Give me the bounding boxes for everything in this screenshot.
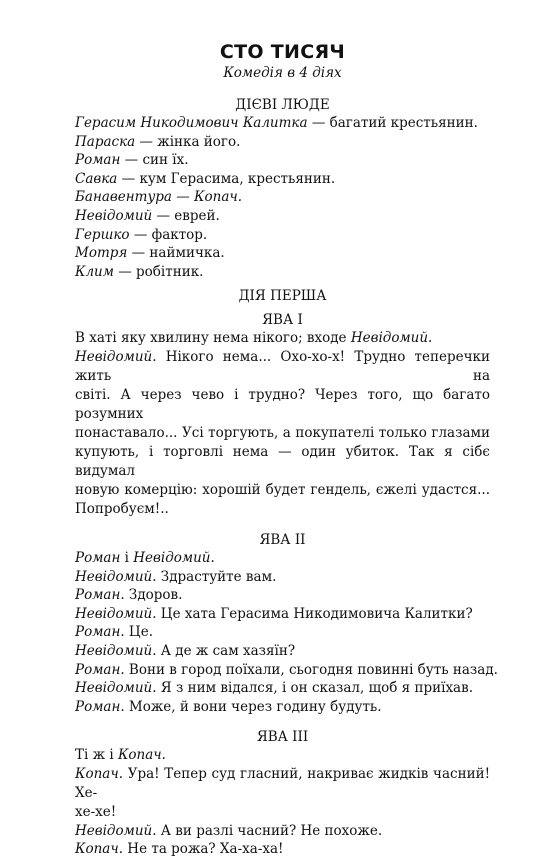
scene2-direction (75, 549, 490, 568)
direction-text: Ті ж і (75, 747, 118, 764)
cast-desc: — кум Герасима, крестьянин. (117, 170, 336, 187)
dialogue-text: А де ж сам хазяїн? (156, 642, 296, 659)
cast-desc: — еврей. (152, 207, 220, 224)
dialogue-line (75, 568, 490, 587)
speech-line: купують, і торговлі нема — один убиток. Так я сібє видумал (75, 443, 490, 479)
scene3-direction (75, 746, 490, 765)
speech-line: Копач. Ура! Тепер суд гласний, накриває жидків часний! Хе- (75, 765, 490, 801)
speaker-name: Копач. (75, 765, 124, 782)
speech-line: Попробуєм!.. (75, 500, 169, 517)
dialogue-line (75, 679, 490, 698)
direction-text: В хаті яку хвилину нема нікого; входе (75, 330, 351, 347)
cast-name: Роман (75, 152, 121, 169)
direction-text: і (120, 549, 134, 566)
cast-heading: ДІЄВІ ЛЮДЕ (235, 97, 330, 113)
dialogue-line (75, 698, 490, 717)
play-subtitle: Комедія в 4 діях (223, 65, 342, 81)
speaker-name: Невідомий. (75, 642, 157, 659)
speaker-name: Роман. (75, 624, 125, 641)
act-heading: ДІЯ ПЕРША (238, 288, 327, 305)
speech-line: новую комерцію: хорошій будет гендель, єжелі удастся... (75, 481, 490, 498)
dialogue-line (75, 661, 498, 680)
cast-item (75, 114, 490, 133)
cast-name: Банавентура — Копач. (75, 189, 243, 206)
dialogue-text: Здрастуйте вам. (156, 568, 277, 585)
dialogue-text: Я з ним відался, і он сказал, щоб я приїхав. (156, 680, 473, 697)
cast-desc: — наймичка. (127, 245, 225, 262)
cast-item (75, 188, 490, 207)
speaker-name: Роман. (75, 587, 125, 604)
scene1-direction (75, 329, 490, 348)
speaker-name: Роман. (75, 661, 125, 678)
speaker-name: Невідомий. (75, 680, 157, 697)
cast-desc: — багатий крестьянин. (307, 115, 478, 131)
cast-desc: — фактор. (129, 226, 208, 243)
speaker-name: Роман. (75, 698, 125, 715)
dialogue-line (75, 822, 490, 841)
speaker-name: Невідомий. (75, 348, 157, 365)
dialogue-line (75, 840, 490, 859)
speech-line: хе-хе! (75, 803, 117, 820)
cast-name: Мотря (75, 245, 128, 262)
dialogue-text: Може, й вони через годину будуть. (124, 698, 382, 715)
dialogue-text: А ви разлі часний? Не похоже. (156, 822, 383, 839)
cast-item (75, 170, 490, 189)
character-name: Невідомий. (350, 330, 433, 347)
speaker-name: Невідомий. (75, 605, 157, 622)
scene1-heading: ЯВА І (262, 312, 303, 329)
dialogue-line (75, 586, 490, 605)
dialogue-text: Вони в город поїхали, сьогодня повинні буть назад. (124, 661, 498, 678)
character-name: Роман (75, 549, 121, 566)
cast-name: Герасим Никодимович Калитка (75, 115, 308, 131)
scene1-speech (75, 348, 490, 519)
scene3-heading: ЯВА ІІІ (256, 729, 309, 746)
cast-name: Савка (75, 170, 118, 187)
cast-name: Невідомий (75, 207, 153, 224)
dialogue-line (75, 642, 490, 661)
dialogue-line (75, 605, 490, 624)
cast-desc: — син їх. (120, 152, 189, 169)
character-name: Копач. (117, 747, 166, 764)
speaker-name: Копач. (75, 841, 124, 858)
dialogue-text: Це. (124, 624, 153, 641)
speech-line: Невідомий. Нікого нема... Охо-хо-х! Трудно теперечки жить на (75, 348, 490, 384)
cast-name: Клим (75, 263, 114, 280)
cast-item (75, 151, 490, 170)
dialogue-text: Не та рожа? Ха-ха-ха! (123, 841, 284, 858)
dialogue-text: Здоров. (124, 587, 183, 604)
scene3-speech (75, 765, 490, 822)
cast-desc: — робітник. (113, 263, 204, 280)
dialogue-line (75, 623, 490, 642)
cast-desc: — жінка його. (135, 133, 241, 150)
cast-name: Параска (75, 133, 136, 150)
page (75, 40, 498, 859)
character-name: Невідомий. (133, 549, 215, 566)
speech-line: понаставало... Усі торгують, а покупателі только глазами (75, 424, 490, 441)
speaker-name: Невідомий. (75, 568, 157, 585)
speaker-name: Невідомий. (75, 822, 157, 839)
dialogue-text: Це хата Герасима Никодимовича Калитки? (156, 605, 473, 622)
scene2-heading: ЯВА ІІ (259, 531, 306, 548)
speech-line: світі. А через чево і трудно? Через того, що багато розумних (75, 386, 490, 422)
cast-item (75, 133, 490, 152)
cast-item (75, 263, 490, 282)
play-title: СТО ТИСЯЧ (219, 41, 346, 63)
cast-name: Гершко (75, 226, 130, 243)
cast-list (75, 114, 490, 281)
cast-item (75, 244, 490, 263)
cast-item (75, 226, 490, 245)
cast-item (75, 207, 490, 226)
